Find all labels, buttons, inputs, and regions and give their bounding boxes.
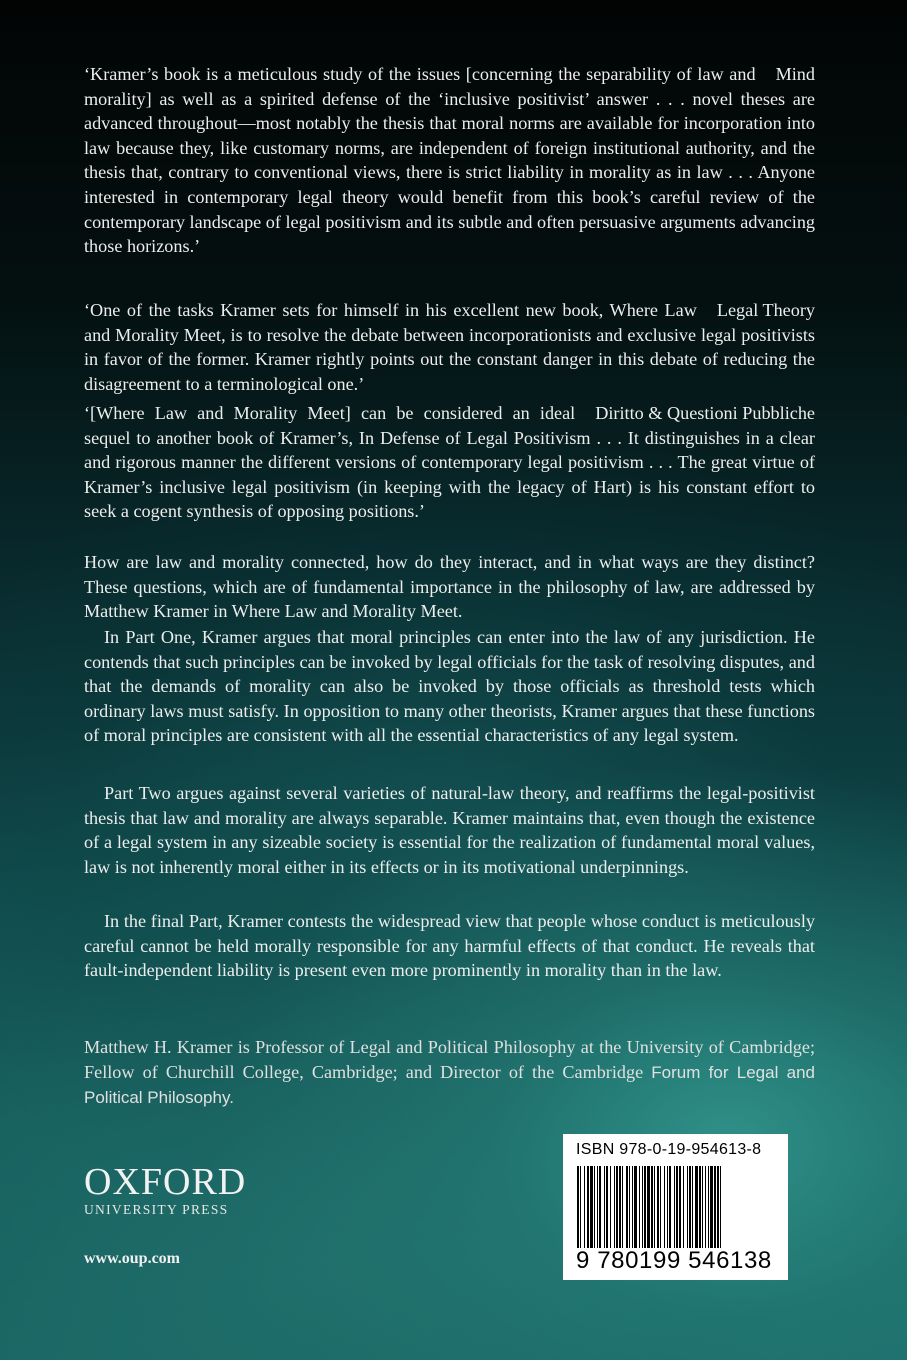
review-text-mind: ‘Kramer’s book is a meticulous study of the issues [concerning the separability of law and morality] as well as a spirited defense of the ‘inclusive positivist’ answer . . . novel theses are advanced throughout—most notably the thesis that moral norms are available for incorporation into law because they, like customary norms, are independent of foreign institutional authority, and the thesis that, contrary to conventional views, there is strict liability in morality as in law . . . Anyone interested in contemporary legal theory would benefit from this book’s careful review of the contemporary landscape of legal positivism and its subtle and often persuasive arguments advancing those horizons.’ (84, 64, 816, 257)
barcode-stripe (669, 1166, 671, 1248)
oxford-logo: OXFORD (84, 1161, 247, 1203)
barcode-stripe (580, 1166, 581, 1248)
barcode-stripe (639, 1166, 640, 1248)
barcode-stripe (629, 1166, 630, 1248)
barcode-stripe (674, 1166, 675, 1248)
barcode-stripe (679, 1166, 681, 1248)
review-text-legal-theory: ‘One of the tasks Kramer sets for himself in his excellent new book, Where Law and Morality Meet, is to resolve the debate between incorporationists and exclusive legal positivists in favor of the former. Kramer rightly points out the constant danger in this debate of reducing the disagreement to a terminological one.’ (84, 300, 815, 394)
barcode-stripe (699, 1166, 701, 1248)
barcode-stripe (654, 1166, 655, 1248)
barcode-stripe (660, 1166, 661, 1248)
barcode-stripe (604, 1166, 605, 1248)
barcode-stripe (577, 1166, 579, 1248)
barcode-stripe (597, 1166, 598, 1248)
review-quote-mind (84, 62, 815, 259)
barcode-stripe (689, 1166, 691, 1248)
barcode-stripe (632, 1166, 633, 1248)
barcode-stripe (616, 1166, 618, 1248)
description-paragraph: How are law and morality connected, how do they interact, and in what ways are they distinct? These questions, which are of fundamental importance in the philosophy of law, are addressed by Matthew Kramer in Where Law and Morality Meet. (84, 552, 815, 622)
barcode-stripe (720, 1166, 721, 1248)
barcode-stripe (647, 1166, 650, 1248)
barcode-stripe (705, 1166, 706, 1248)
barcode-stripe (626, 1166, 628, 1248)
barcode-stripe (622, 1166, 623, 1248)
author-bio (84, 1035, 815, 1111)
description-paragraph: In Part One, Kramer argues that moral principles can enter into the law of any jurisdiction. He contends that such principles can be invoked by legal officials for the task of resolving disputes, and that the demands of morality can also be invoked by those officials as threshold tests which ordinary laws must satisfy. In opposition to many other theorists, Kramer argues that these functions of moral principles are consistent with all the essential characteristics of any legal system. (84, 627, 815, 746)
barcode-stripe (710, 1166, 713, 1248)
barcode-stripe (619, 1166, 621, 1248)
barcode-stripe (594, 1166, 595, 1248)
barcode-stripe (614, 1166, 615, 1248)
barcode-stripe (676, 1166, 678, 1248)
barcode-stripe (657, 1166, 659, 1248)
barcode-stripe (606, 1166, 608, 1248)
description-paragraph: In the final Part, Kramer contests the widespread view that people whose conduct is meticulously careful cannot be held morally responsible for any harmful effects of that conduct. He reveals that fault-independent liability is present even more prominently in morality than in the law. (84, 911, 815, 981)
barcode-stripe (634, 1166, 637, 1248)
barcode-stripe (644, 1166, 646, 1248)
review-source-legal-theory: Legal Theory (716, 300, 815, 320)
barcode-stripe (610, 1166, 611, 1248)
author-bio-main: Matthew H. Kramer is Professor of Legal and Political Philosophy at the University of Cambridge; Fellow of Churchill College, Cambridge; and Director of the Cambridge (84, 1037, 815, 1082)
barcode-stripe (695, 1166, 698, 1248)
review-quote-diritto (84, 401, 815, 524)
barcode-stripe (664, 1166, 665, 1248)
barcode-stripe (702, 1166, 703, 1248)
isbn-barcode (563, 1134, 788, 1280)
university-press-label: UNIVERSITY PRESS (84, 1202, 229, 1217)
barcode-stripe (714, 1166, 716, 1248)
review-source-mind: Mind (775, 64, 815, 84)
description-paragraph: Part Two argues against several varieties of natural-law theory, and reaffirms the legal-positivist thesis that law and morality are always separable. Kramer maintains that, even though the existence of a legal system in any sizeable society is essential for the realization of fundamental moral values, law is not inherently moral either in its effects or in its motivational underpinnings. (84, 783, 815, 877)
barcode-stripe (667, 1166, 668, 1248)
barcode-stripe (717, 1166, 719, 1248)
barcode-number: 9 780199 546138 (576, 1247, 772, 1274)
barcode-stripe (587, 1166, 589, 1248)
barcode-stripe (642, 1166, 643, 1248)
barcode-stripe (584, 1166, 585, 1248)
review-source-diritto: Diritto & Questioni Pubbliche (595, 403, 815, 423)
isbn-label: ISBN 978-0-19-954613-8 (576, 1141, 762, 1158)
barcode-stripe (683, 1166, 684, 1248)
barcode-stripe (708, 1166, 709, 1248)
review-quote-legal-theory (84, 298, 815, 396)
barcode-stripe (692, 1166, 693, 1248)
publisher-website: www.oup.com (84, 1250, 181, 1267)
barcode-stripe (599, 1166, 601, 1248)
barcode-bars (577, 1166, 775, 1248)
review-text-diritto: ‘[Where Law and Morality Meet] can be considered an ideal sequel to another book of Kramer’s, In Defense of Legal Positivism . . . It distinguishes in a clear and rigorous manner the different versions of contemporary legal positivism . . . The great virtue of Kramer’s inclusive legal positivism (in keeping with the legacy of Hart) is his constant effort to seek a cogent synthesis of opposing positions.’ (84, 403, 815, 522)
barcode-stripe (687, 1166, 688, 1248)
barcode-stripe (590, 1166, 593, 1248)
author-bio-forum: Forum for Legal and Political Philosophy. (84, 1062, 815, 1108)
barcode-stripe (651, 1166, 653, 1248)
